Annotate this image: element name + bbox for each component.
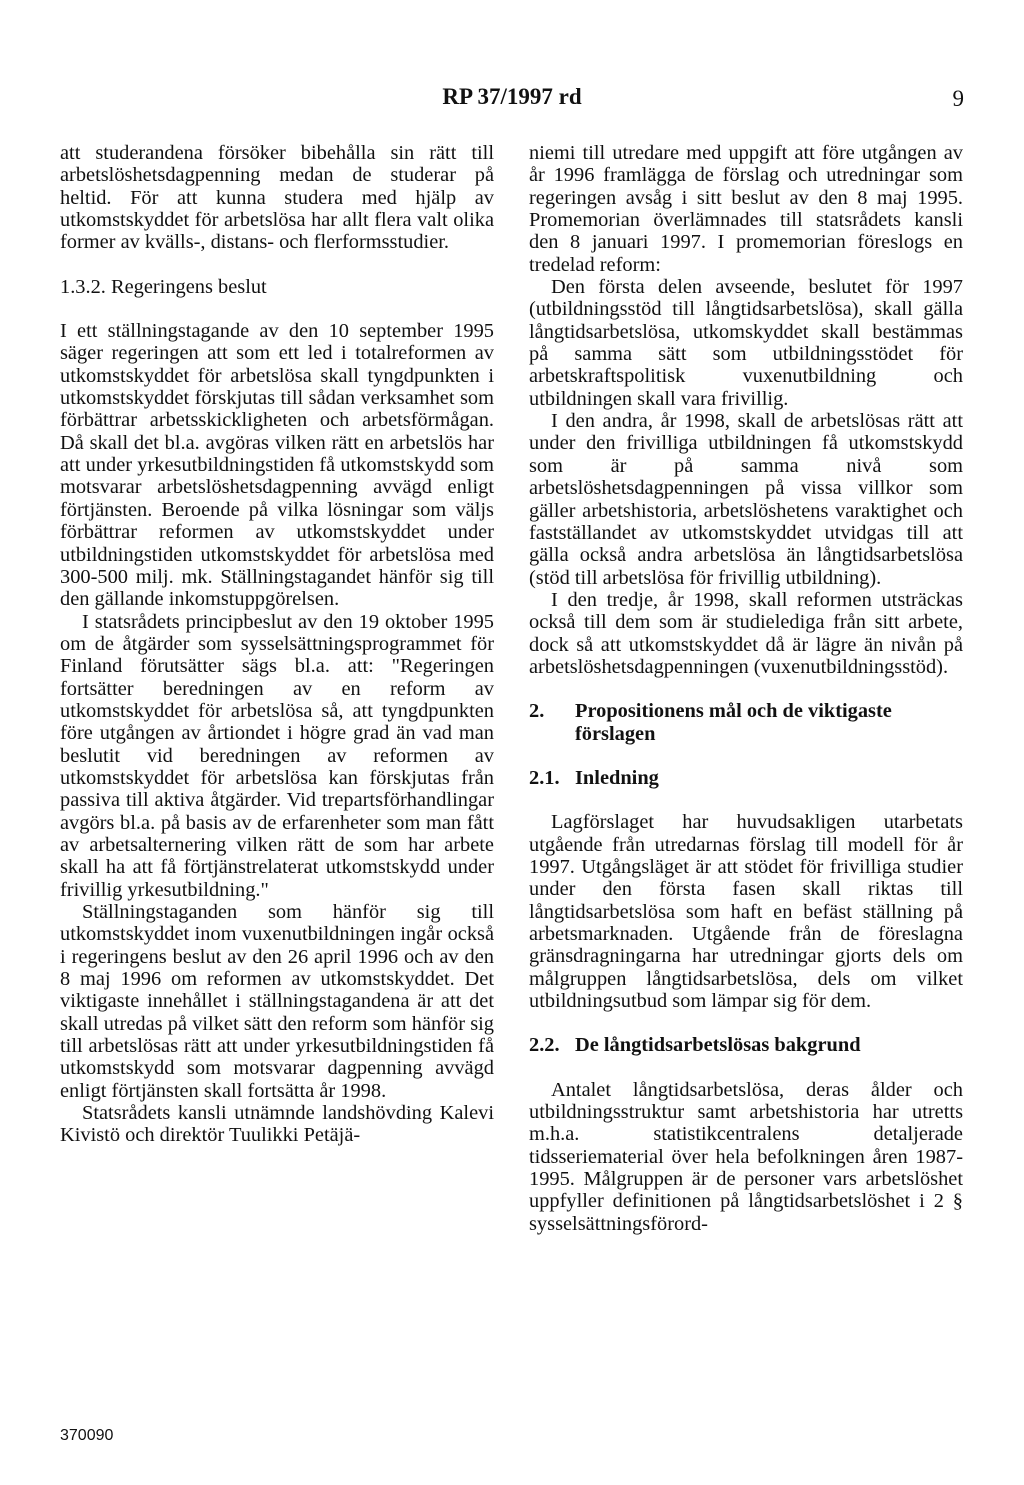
paragraph: Lagförslaget har huvudsakligen utarbetats utgående från utredarnas förslag till modell för år 1997. Utgångsläget är att stödet för frivilliga studier under den första fasen skall riktas till långtidsarbetslösa som haft en befäst ställning på arbetsmarknaden. Utgående från de föreslagna gränsdragningarna har utredningar gjorts dels om målgruppen långtidsarbetslösa, dels om vilket utbildningsutbud som lämpar sig för dem.: [529, 811, 963, 1013]
print-code: 370090: [60, 1427, 114, 1444]
paragraph: Ställningstaganden som hänför sig till utkomstskyddet inom vuxenutbildningen ingår också i regeringens beslut av den 26 april 1996 och av den 8 maj 1996 om reformen av utkomstskyddet. Det viktigaste innehållet i ställningstagandena är att det skall utredas på vilket sätt den reform som hänför sig till arbetslösas rätt att under yrkesutbildningstiden få utkomstskydd som motsvarar dagpenning avvägd enligt förtjänsten skall fortsätta år 1998.: [60, 901, 494, 1102]
section-number: 1.3.2.: [60, 275, 106, 298]
paragraph: I den andra, år 1998, skall de arbetslösas rätt att under den frivilliga utbildningen få utkomstskydd som är på samma nivå som arbetslöshetsdagpenningen på vissa villkor som gäller arbetshistoria, arbetslöshetens varaktighet och fastställandet av utkomstskyddet utvidgas till att gälla också andra arbetslösa än långtidsarbetslösa (stöd till arbetslösa för frivillig utbildning).: [529, 410, 963, 589]
section-heading-2: [529, 700, 963, 745]
left-column: [60, 142, 494, 1147]
paragraph: I den tredje, år 1998, skall reformen utsträckas också till dem som är studielediga från sitt arbete, dock så att utkomstskyddet då är lägre än nivån på arbetslöshetsdagpenningen (vuxenutbildningsstöd).: [529, 588, 963, 678]
page-number: 9: [952, 86, 964, 111]
section-title: Regeringens beslut: [111, 275, 267, 298]
section-title: Inledning: [575, 766, 659, 789]
section-heading-2-2: [529, 1034, 963, 1056]
paragraph: I ett ställningstagande av den 10 september 1995 säger regeringen att som ett led i totalreformen av utkomstskyddet för arbetslösa skall tyngdpunkten i utkomstskyddet förskjutas till sådan verksamhet som förbättrar arbetsskickligheten och arbetsförmågan. Då skall det bl.a. avgöras vilken rätt en arbetslös har att under yrkesutbildningstiden få utkomstskydd som motsvarar arbetslöshetsdagpenning avvägd enligt förtjänsten. Beroende på vilka lösningar som väljs förbättrar reformen av utkomstskyddet under utbildningstiden utkomstskyddet för arbetslösa med 300-500 milj. mk. Ställningstagandet hänför sig till den gällande inkomstuppgörelsen.: [60, 320, 494, 611]
section-title: De långtidsarbetslösas bakgrund: [575, 1034, 861, 1057]
paragraph: I statsrådets principbeslut av den 19 oktober 1995 om de åtgärder som sysselsättningsprogrammet för Finland förutsätter sägs bl.a. att: "Regeringen fortsätter beredningen av en reform av utkomstskyddet för arbetslösa så, att tyngdpunkten före utgången av årtiondet i högre grad än vad man beslutit vid beredningen av reformen av utkomstskyddet för arbetslösa kan förskjutas från passiva till aktiva åtgärder. Vid trepartsförhandlingar avgörs bl.a. på basis av de erfarenheter som man fått av arbetsalternering vilken rätt de som har arbete skall ha att få förtjänstrelaterat utkomstskydd under frivillig yrkesutbildning.": [60, 610, 494, 901]
paragraph: Den första delen avseende, beslutet för 1997 (utbildningsstöd till långtidsarbetslösa), skall gälla långtidsarbetslösa, utkomskyddet skall bestämmas på samma sätt som utbildningsstödet för arbetskraftspolitisk vuxenutbildning och utbildningen skall vara frivillig.: [529, 276, 963, 410]
right-column: [529, 142, 963, 1235]
section-title: Propositionens mål och de viktigaste förslagen: [575, 700, 892, 745]
paragraph: att studerandena försöker bibehålla sin rätt till arbetslöshetsdagpenning medan de studerar på heltid. För att kunna studera med hjälp av utkomstskyddet för arbetslösa har allt flera valt olika former av kvälls-, distans- och flerformsstudier.: [60, 142, 494, 254]
paragraph: niemi till utredare med uppgift att före utgången av år 1996 framlägga de förslag och utredningar som regeringen avsåg i sitt beslut av den 8 maj 1995. Promemorian överlämnades till statsrådets kansli den 8 januari 1997. I promemorian föreslogs en tredelad reform:: [529, 142, 963, 276]
section-number: 2.2.: [529, 1034, 560, 1057]
section-heading-2-1: [529, 767, 963, 789]
running-title: RP 37/1997 rd: [442, 84, 582, 109]
section-number: 2.1.: [529, 766, 560, 789]
paragraph: Antalet långtidsarbetslösa, deras ålder och utbildningsstruktur samt arbetshistoria har utretts m.h.a. statistikcentralens detaljerade tidsseriematerial över hela befolkningen åren 1987-1995. Målgruppen är de personer vars arbetslöshet uppfyller definitionen på långtidsarbetslöshet i 2 § sysselsättningsförord-: [529, 1078, 963, 1235]
paragraph: Statsrådets kansli utnämnde landshövding Kalevi Kivistö och direktör Tuulikki Petäjä-: [60, 1102, 494, 1147]
section-number: 2.: [529, 700, 545, 723]
section-heading-1-3-2: [60, 276, 494, 298]
page-header: [0, 84, 1024, 114]
